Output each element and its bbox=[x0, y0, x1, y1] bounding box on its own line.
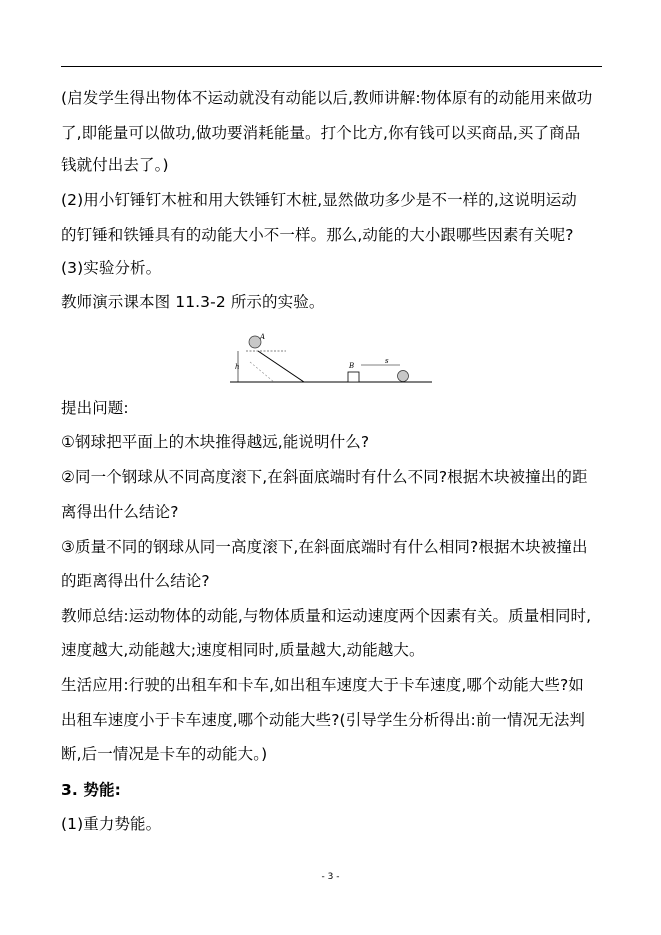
block-label: B bbox=[349, 362, 355, 370]
text-line: ②同一个钢球从不同高度滚下,在斜面底端时有什么不同?根据木块被撞出的距 bbox=[61, 468, 588, 486]
text-line: 速度越大,动能越大;速度相同时,质量越大,动能越大。 bbox=[61, 641, 425, 659]
text-line: 的距离得出什么结论? bbox=[61, 572, 210, 590]
page-number: - 3 - bbox=[321, 872, 340, 882]
text-line: 教师总结:运动物体的动能,与物体质量和运动速度两个因素有关。质量相同时, bbox=[61, 607, 592, 625]
text-line: 钱就付出去了。) bbox=[61, 156, 169, 174]
text-line: 离得出什么结论? bbox=[61, 503, 179, 521]
text-line: 生活应用:行驶的出租车和卡车,如出租车速度大于卡车速度,哪个动能大些?如 bbox=[61, 676, 584, 694]
text-line: 提出问题: bbox=[61, 399, 129, 417]
text-line: 断,后一情况是卡车的动能大。) bbox=[61, 745, 268, 763]
text-line: ①钢球把平面上的木块推得越远,能说明什么? bbox=[61, 433, 370, 451]
experiment-figure bbox=[228, 332, 434, 388]
ball-label: A bbox=[260, 333, 266, 341]
ramp-slope bbox=[258, 351, 304, 382]
text-line: (3)实验分析。 bbox=[61, 259, 162, 277]
text-line: (2)用小钉锤钉木桩和用大铁锤钉木桩,显然做功多少是不一样的,这说明运动 bbox=[61, 191, 577, 209]
header-rule bbox=[61, 66, 602, 67]
ramp-hatch bbox=[250, 362, 274, 382]
distance-label: s bbox=[385, 357, 389, 365]
text-line: 了,即能量可以做功,做功要消耗能量。打个比方,你有钱可以买商品,买了商品 bbox=[61, 124, 581, 142]
text-line: 的钉锤和铁锤具有的动能大小不一样。那么,动能的大小跟哪些因素有关呢? bbox=[61, 226, 574, 244]
height-label: h bbox=[235, 363, 240, 371]
text-line: ③质量不同的钢球从同一高度滚下,在斜面底端时有什么相同?根据木块被撞出 bbox=[61, 538, 588, 556]
text-line: (启发学生得出物体不运动就没有动能以后,教师讲解:物体原有的动能用来做功 bbox=[61, 89, 593, 107]
section-heading: 3. 势能: bbox=[61, 781, 121, 799]
text-line: (1)重力势能。 bbox=[61, 815, 162, 833]
wood-block bbox=[348, 372, 359, 382]
text-line: 教师演示课本图 11.3-2 所示的实验。 bbox=[61, 293, 325, 311]
steel-ball bbox=[398, 371, 409, 382]
text-line: 出租车速度小于卡车速度,哪个动能大些?(引导学生分析得出:前一情况无法判 bbox=[61, 711, 586, 729]
